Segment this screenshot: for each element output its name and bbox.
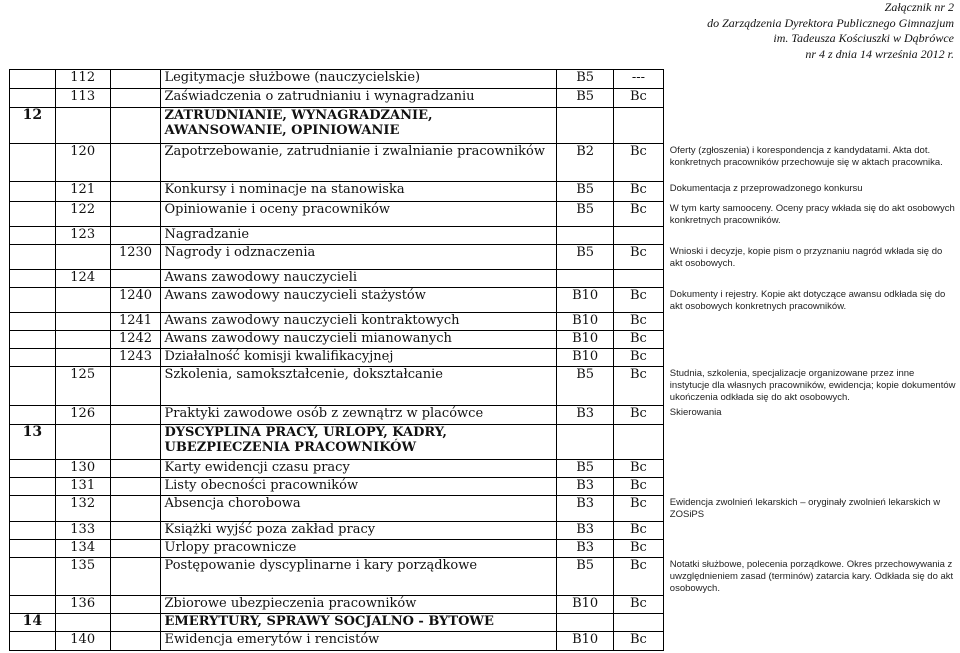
other-category: Bc	[614, 288, 664, 313]
section-number	[10, 406, 56, 425]
table-row	[10, 288, 960, 313]
archive-category: B5	[557, 182, 614, 202]
subcode: 1242	[110, 331, 161, 349]
archive-category	[557, 425, 614, 460]
other-category: Bc	[614, 496, 664, 522]
note	[663, 540, 959, 558]
note	[663, 108, 959, 144]
archive-category: B5	[557, 202, 614, 227]
entry-name: Nagrody i odznaczenia	[161, 245, 557, 270]
note	[663, 614, 959, 632]
code: 120	[55, 144, 110, 182]
section-number	[10, 478, 56, 496]
code: 122	[55, 202, 110, 227]
subcode: 1243	[110, 349, 161, 367]
table-row	[10, 313, 960, 331]
other-category: Bc	[614, 478, 664, 496]
subcode	[110, 522, 161, 540]
section-number	[10, 288, 56, 313]
table-row	[10, 460, 960, 478]
code: 124	[55, 270, 110, 288]
section-number	[10, 496, 56, 522]
section-number	[10, 270, 56, 288]
subcode: 1240	[110, 288, 161, 313]
note: Dokumenty i rejestry. Kopie akt dotyczące awansu odkłada się do akt osobowych konkretnych pracowników.	[669, 288, 946, 312]
entry-name: Praktyki zawodowe osób z zewnątrz w placówce	[161, 406, 557, 425]
table-row	[10, 270, 960, 288]
entry-name: Karty ewidencji czasu pracy	[161, 460, 557, 478]
code: 140	[55, 632, 110, 651]
code: 136	[55, 596, 110, 614]
archive-category: B10	[557, 596, 614, 614]
note	[663, 89, 959, 108]
subcode	[110, 70, 161, 89]
table-row	[10, 89, 960, 108]
document-header	[614, 0, 954, 62]
subcode	[110, 558, 161, 596]
other-category	[614, 227, 664, 245]
entry-name: Postępowanie dyscyplinarne i kary porządkowe	[161, 558, 557, 596]
code	[55, 288, 110, 313]
entry-name: Awans zawodowy nauczycieli stażystów	[161, 288, 557, 313]
header-line: nr 4 z dnia 14 września 2012 r.	[805, 46, 954, 61]
subcode	[110, 540, 161, 558]
archive-category: B10	[557, 349, 614, 367]
other-category: ---	[614, 70, 664, 89]
code: 133	[55, 522, 110, 540]
entry-name: Szkolenia, samokształcenie, dokształcanie	[161, 367, 557, 406]
table-row	[10, 182, 960, 202]
other-category: Bc	[614, 349, 664, 367]
archive-category: B3	[557, 496, 614, 522]
table-row	[10, 496, 960, 522]
table-row	[10, 522, 960, 540]
table-row	[10, 478, 960, 496]
entry-name: Awans zawodowy nauczycieli kontraktowych	[161, 313, 557, 331]
other-category	[614, 108, 664, 144]
section-number	[10, 313, 56, 331]
subcode	[110, 596, 161, 614]
archive-category: B5	[557, 70, 614, 89]
section-number	[10, 182, 56, 202]
entry-name: EMERYTURY, SPRAWY SOCJALNO - BYTOWE	[161, 614, 557, 632]
section-number	[10, 522, 56, 540]
subcode	[110, 478, 161, 496]
note: Wnioski i decyzje, kopie pism o przyznaniu nagród wkłada się do akt osobowych.	[669, 245, 943, 269]
table-row	[10, 614, 960, 632]
table-row	[10, 406, 960, 425]
section-number	[10, 349, 56, 367]
other-category	[614, 614, 664, 632]
note	[663, 227, 959, 245]
entry-name: Konkursy i nominacje na stanowiska	[161, 182, 557, 202]
entry-name: ZATRUDNIANIE, WYNAGRADZANIE, AWANSOWANIE, OPINIOWANIE	[161, 108, 557, 144]
table-row	[10, 632, 960, 651]
subcode	[110, 202, 161, 227]
table-row	[10, 540, 960, 558]
archive-category: B5	[557, 460, 614, 478]
archive-category: B3	[557, 522, 614, 540]
entry-name: Urlopy pracownicze	[161, 540, 557, 558]
code	[55, 245, 110, 270]
code	[55, 349, 110, 367]
other-category	[614, 425, 664, 460]
other-category: Bc	[614, 367, 664, 406]
table-row	[10, 227, 960, 245]
note: Ewidencja zwolnień lekarskich – oryginały zwolnień lekarskich w ZOSiPS	[669, 496, 941, 520]
entry-name: Książki wyjść poza zakład pracy	[161, 522, 557, 540]
table-row	[10, 202, 960, 227]
section-number	[10, 460, 56, 478]
subcode	[110, 270, 161, 288]
note	[663, 522, 959, 540]
subcode	[110, 425, 161, 460]
other-category: Bc	[614, 406, 664, 425]
table-row	[10, 367, 960, 406]
table-row	[10, 596, 960, 614]
note	[663, 70, 959, 89]
header-line: do Zarządzenia Dyrektora Publicznego Gimnazjum	[707, 15, 954, 30]
archive-category: B10	[557, 632, 614, 651]
entry-name: Awans zawodowy nauczycieli mianowanych	[161, 331, 557, 349]
note	[663, 632, 959, 651]
code: 134	[55, 540, 110, 558]
code: 131	[55, 478, 110, 496]
note	[663, 349, 959, 367]
entry-name: Ewidencja emerytów i rencistów	[161, 632, 557, 651]
archive-category: B3	[557, 478, 614, 496]
table-row	[10, 558, 960, 596]
subcode	[110, 496, 161, 522]
entry-name: Awans zawodowy nauczycieli	[161, 270, 557, 288]
archive-category	[557, 614, 614, 632]
entry-name: DYSCYPLINA PRACY, URLOPY, KADRY, UBEZPIECZENIA PRACOWNIKÓW	[161, 425, 557, 460]
section-number	[10, 558, 56, 596]
note: W tym karty samooceny. Oceny pracy wkłada się do akt osobowych konkretnych pracowników.	[669, 202, 955, 226]
table-row	[10, 70, 960, 89]
code: 123	[55, 227, 110, 245]
section-number	[10, 89, 56, 108]
table-row	[10, 425, 960, 460]
entry-name: Zapotrzebowanie, zatrudnianie i zwalnianie pracowników	[161, 144, 557, 182]
table-row	[10, 108, 960, 144]
note: Studnia, szkolenia, specjalizacje organizowane przez inne instytucje dla własnych pracowników, ewidencja; kopie dokumentów ukończenia odkłada się do akt osobowych.	[669, 367, 956, 403]
code: 135	[55, 558, 110, 596]
other-category: Bc	[614, 460, 664, 478]
note	[663, 313, 959, 331]
other-category: Bc	[614, 202, 664, 227]
archive-category: B10	[557, 331, 614, 349]
code: 121	[55, 182, 110, 202]
other-category: Bc	[614, 558, 664, 596]
archive-category	[557, 227, 614, 245]
archive-category: B5	[557, 367, 614, 406]
other-category: Bc	[614, 89, 664, 108]
entry-name: Opiniowanie i oceny pracowników	[161, 202, 557, 227]
note: Skierowania	[669, 406, 722, 418]
code: 113	[55, 89, 110, 108]
archive-category: B3	[557, 540, 614, 558]
section-number	[10, 70, 56, 89]
code	[55, 614, 110, 632]
archive-category: B5	[557, 245, 614, 270]
entry-name: Absencja chorobowa	[161, 496, 557, 522]
code	[55, 425, 110, 460]
section-number: 13	[10, 425, 56, 460]
other-category: Bc	[614, 245, 664, 270]
records-table	[9, 69, 960, 651]
archive-category	[557, 108, 614, 144]
subcode	[110, 632, 161, 651]
archive-category: B10	[557, 288, 614, 313]
subcode	[110, 367, 161, 406]
section-number: 12	[10, 108, 56, 144]
entry-name: Działalność komisji kwalifikacyjnej	[161, 349, 557, 367]
entry-name: Nagradzanie	[161, 227, 557, 245]
other-category: Bc	[614, 522, 664, 540]
entry-name: Legitymacje służbowe (nauczycielskie)	[161, 70, 557, 89]
table-row	[10, 245, 960, 270]
table-row	[10, 144, 960, 182]
note	[663, 425, 959, 460]
entry-name: Listy obecności pracowników	[161, 478, 557, 496]
note	[663, 478, 959, 496]
code	[55, 331, 110, 349]
code	[55, 313, 110, 331]
subcode	[110, 182, 161, 202]
code: 132	[55, 496, 110, 522]
code: 126	[55, 406, 110, 425]
other-category	[614, 270, 664, 288]
note	[663, 331, 959, 349]
code: 130	[55, 460, 110, 478]
archive-category: B5	[557, 558, 614, 596]
other-category: Bc	[614, 182, 664, 202]
other-category: Bc	[614, 331, 664, 349]
section-number	[10, 596, 56, 614]
note	[663, 270, 959, 288]
section-number	[10, 245, 56, 270]
subcode: 1241	[110, 313, 161, 331]
section-number	[10, 540, 56, 558]
section-number	[10, 367, 56, 406]
subcode	[110, 406, 161, 425]
section-number: 14	[10, 614, 56, 632]
subcode	[110, 460, 161, 478]
code: 112	[55, 70, 110, 89]
table-row	[10, 331, 960, 349]
archive-category: B5	[557, 89, 614, 108]
note	[663, 596, 959, 614]
entry-name: Zbiorowe ubezpieczenia pracowników	[161, 596, 557, 614]
subcode	[110, 144, 161, 182]
subcode	[110, 614, 161, 632]
note: Dokumentacja z przeprowadzonego konkursu	[669, 182, 863, 194]
other-category: Bc	[614, 596, 664, 614]
other-category: Bc	[614, 632, 664, 651]
archive-category: B3	[557, 406, 614, 425]
archive-category	[557, 270, 614, 288]
subcode	[110, 108, 161, 144]
other-category: Bc	[614, 540, 664, 558]
other-category: Bc	[614, 313, 664, 331]
header-line: im. Tadeusza Kościuszki w Dąbrówce	[773, 31, 954, 45]
header-line: Załącznik nr 2	[884, 0, 954, 14]
archive-category: B10	[557, 313, 614, 331]
subcode	[110, 89, 161, 108]
section-number	[10, 632, 56, 651]
note	[663, 460, 959, 478]
subcode: 1230	[110, 245, 161, 270]
section-number	[10, 202, 56, 227]
section-number	[10, 144, 56, 182]
section-number	[10, 227, 56, 245]
subcode	[110, 227, 161, 245]
code	[55, 108, 110, 144]
other-category: Bc	[614, 144, 664, 182]
code: 125	[55, 367, 110, 406]
archive-category: B2	[557, 144, 614, 182]
entry-name: Zaświadczenia o zatrudnianiu i wynagradzaniu	[161, 89, 557, 108]
note: Oferty (zgłoszenia) i korespondencja z kandydatami. Akta dot. konkretnych pracowników przechowuje się w aktach pracownika.	[669, 144, 943, 168]
section-number	[10, 331, 56, 349]
note: Notatki służbowe, polecenia porządkowe. Okres przechowywania z uwzględnieniem zasad (terminów) zatarcia kary. Odkłada się do akt osobowych.	[669, 558, 954, 594]
table-row	[10, 349, 960, 367]
